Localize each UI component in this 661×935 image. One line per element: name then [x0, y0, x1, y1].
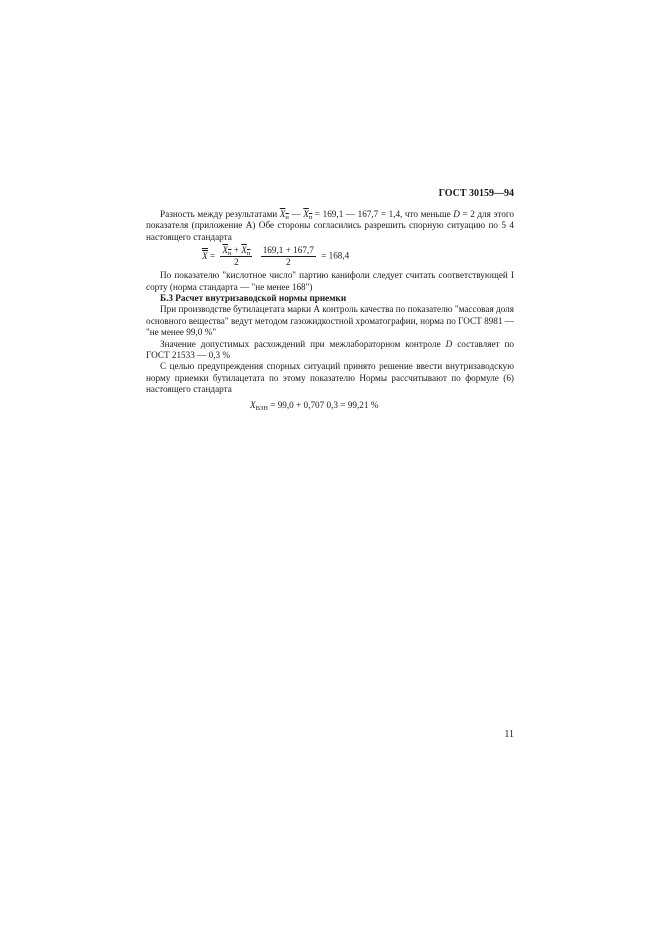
- section-heading-b3: Б.3 Расчет внутризаводской нормы приемки: [160, 293, 347, 304]
- x-p-symbol: $X_п$: [303, 209, 313, 221]
- fraction-symbolic: $\frac{X_н + X_п}{2}$: [222, 245, 251, 268]
- x-n-symbol: $X_н$: [279, 209, 289, 221]
- formula-mean: [202, 245, 514, 268]
- paragraph-difference: [146, 209, 514, 243]
- para1-lead: Разность между результатами: [160, 209, 278, 219]
- x-double-bar: X: [202, 248, 208, 262]
- para1-calc: = 169,1 — 167,7 = 1,4, что меньше: [312, 209, 454, 219]
- paragraph-acid-number: По показателю "кислотное число" партию канифоли следует считать соответствующей I сорту (нормa стандарта — "не менее 168"): [146, 270, 514, 292]
- formula-result: = 168,4: [321, 250, 350, 261]
- document-body: [146, 209, 514, 411]
- formula-eq: =: [209, 250, 216, 261]
- paragraph-internal-norm: С целью предупреждения спорных ситуаций принято решение ввести внутризаводскую норму приемки бутилацетата по этому показателю Нормы рассчитывают по формуле (6) настоящего стандарта: [146, 361, 514, 395]
- paragraph-tolerance: Значение допустимых расхождений при межлабораторном контроле D составляет по ГОСТ 21533 — 0,3 %: [146, 338, 514, 361]
- fraction-numeric: $\frac{169,1 + 167,7}{2}$: [262, 245, 314, 268]
- page-number: 11: [504, 729, 514, 740]
- dash-text: —: [288, 209, 304, 219]
- standard-header: ГОСТ 30159—94: [438, 188, 514, 199]
- formula-internal-norm: $X_{ВЗН} = 99,0 + 0,707$ 0,3 = 99,21 %: [250, 399, 379, 412]
- d-symbol: D: [453, 209, 460, 219]
- paragraph-butyl-acetate: При производстве бутилацетата марки А контроль качества по показателю "массовая доля основного вещества" ведут методом газожидкостной хроматографии, норма по ГОСТ 8981 — "не менее 99,0 %": [146, 304, 514, 338]
- para1-tail: = 2 для этого показателя (приложение А) Обе стороны согласились разрешить спорную ситуацию по 5 4 настоящего стандарта: [146, 209, 515, 242]
